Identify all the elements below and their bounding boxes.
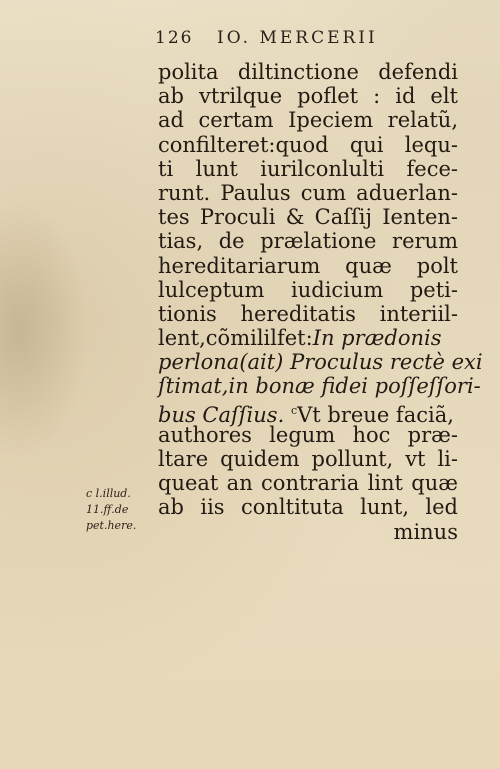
text-segment: lent,cõmililfet: bbox=[158, 326, 313, 351]
italic-segment: In prædonis bbox=[312, 326, 442, 351]
italic-line: ſtimat,in bonæ fidei poſſeſſori- bbox=[158, 374, 481, 399]
text-line: ti lunt iurilconlulti fece- bbox=[158, 156, 458, 181]
text-line: confilteret:quod qui lequ- bbox=[158, 132, 458, 157]
text-line-mixed bbox=[158, 350, 483, 375]
text-line: runt. Paulus cum aduerlan- bbox=[158, 180, 458, 205]
text-line: ab iis conltituta lunt, led bbox=[158, 495, 458, 520]
text-line: tionis hereditatis interiil- bbox=[158, 301, 458, 326]
italic-segment: perlona(ait) bbox=[158, 350, 284, 375]
text-line: lulceptum iudicium peti- bbox=[158, 277, 458, 302]
body-text bbox=[158, 60, 483, 544]
text-line: polita diltinctione defendi bbox=[158, 60, 458, 84]
margin-note-line: c l.illud. bbox=[86, 487, 131, 500]
text-line-mixed bbox=[158, 399, 458, 427]
text-line: tes Proculi & Caſſij Ienten- bbox=[158, 205, 458, 230]
text-line: ad certam Ipeciem relatũ, bbox=[158, 108, 458, 133]
text-line: hereditariarum quæ polt bbox=[158, 253, 458, 278]
margin-note-line: pet.here. bbox=[86, 519, 137, 532]
text-line: tias, de prælatione rerum bbox=[158, 229, 458, 254]
text-segment: Vt breue faciã, bbox=[297, 402, 454, 427]
page-number: 126 bbox=[155, 28, 194, 48]
text-line: ltare quidem pollunt, vt li- bbox=[158, 447, 458, 471]
page-header bbox=[155, 28, 455, 58]
page-stain bbox=[0, 200, 90, 460]
italic-segment: Proculus rectè exi bbox=[290, 350, 483, 375]
catchword: minus bbox=[393, 519, 458, 544]
footnote-marker: c bbox=[290, 403, 298, 417]
margin-note-line: 11.ff.de bbox=[86, 503, 129, 516]
text-line: authores legum hoc præ- bbox=[158, 422, 458, 447]
running-title: IO. MERCERII bbox=[217, 28, 378, 48]
text-line: queat an contraria lint quæ bbox=[158, 471, 458, 496]
italic-segment: bus Caſſius. bbox=[158, 402, 285, 427]
margin-note bbox=[86, 486, 156, 534]
text-line-mixed bbox=[158, 326, 458, 350]
text-line: ab vtrilque poflet : id elt bbox=[158, 84, 458, 109]
